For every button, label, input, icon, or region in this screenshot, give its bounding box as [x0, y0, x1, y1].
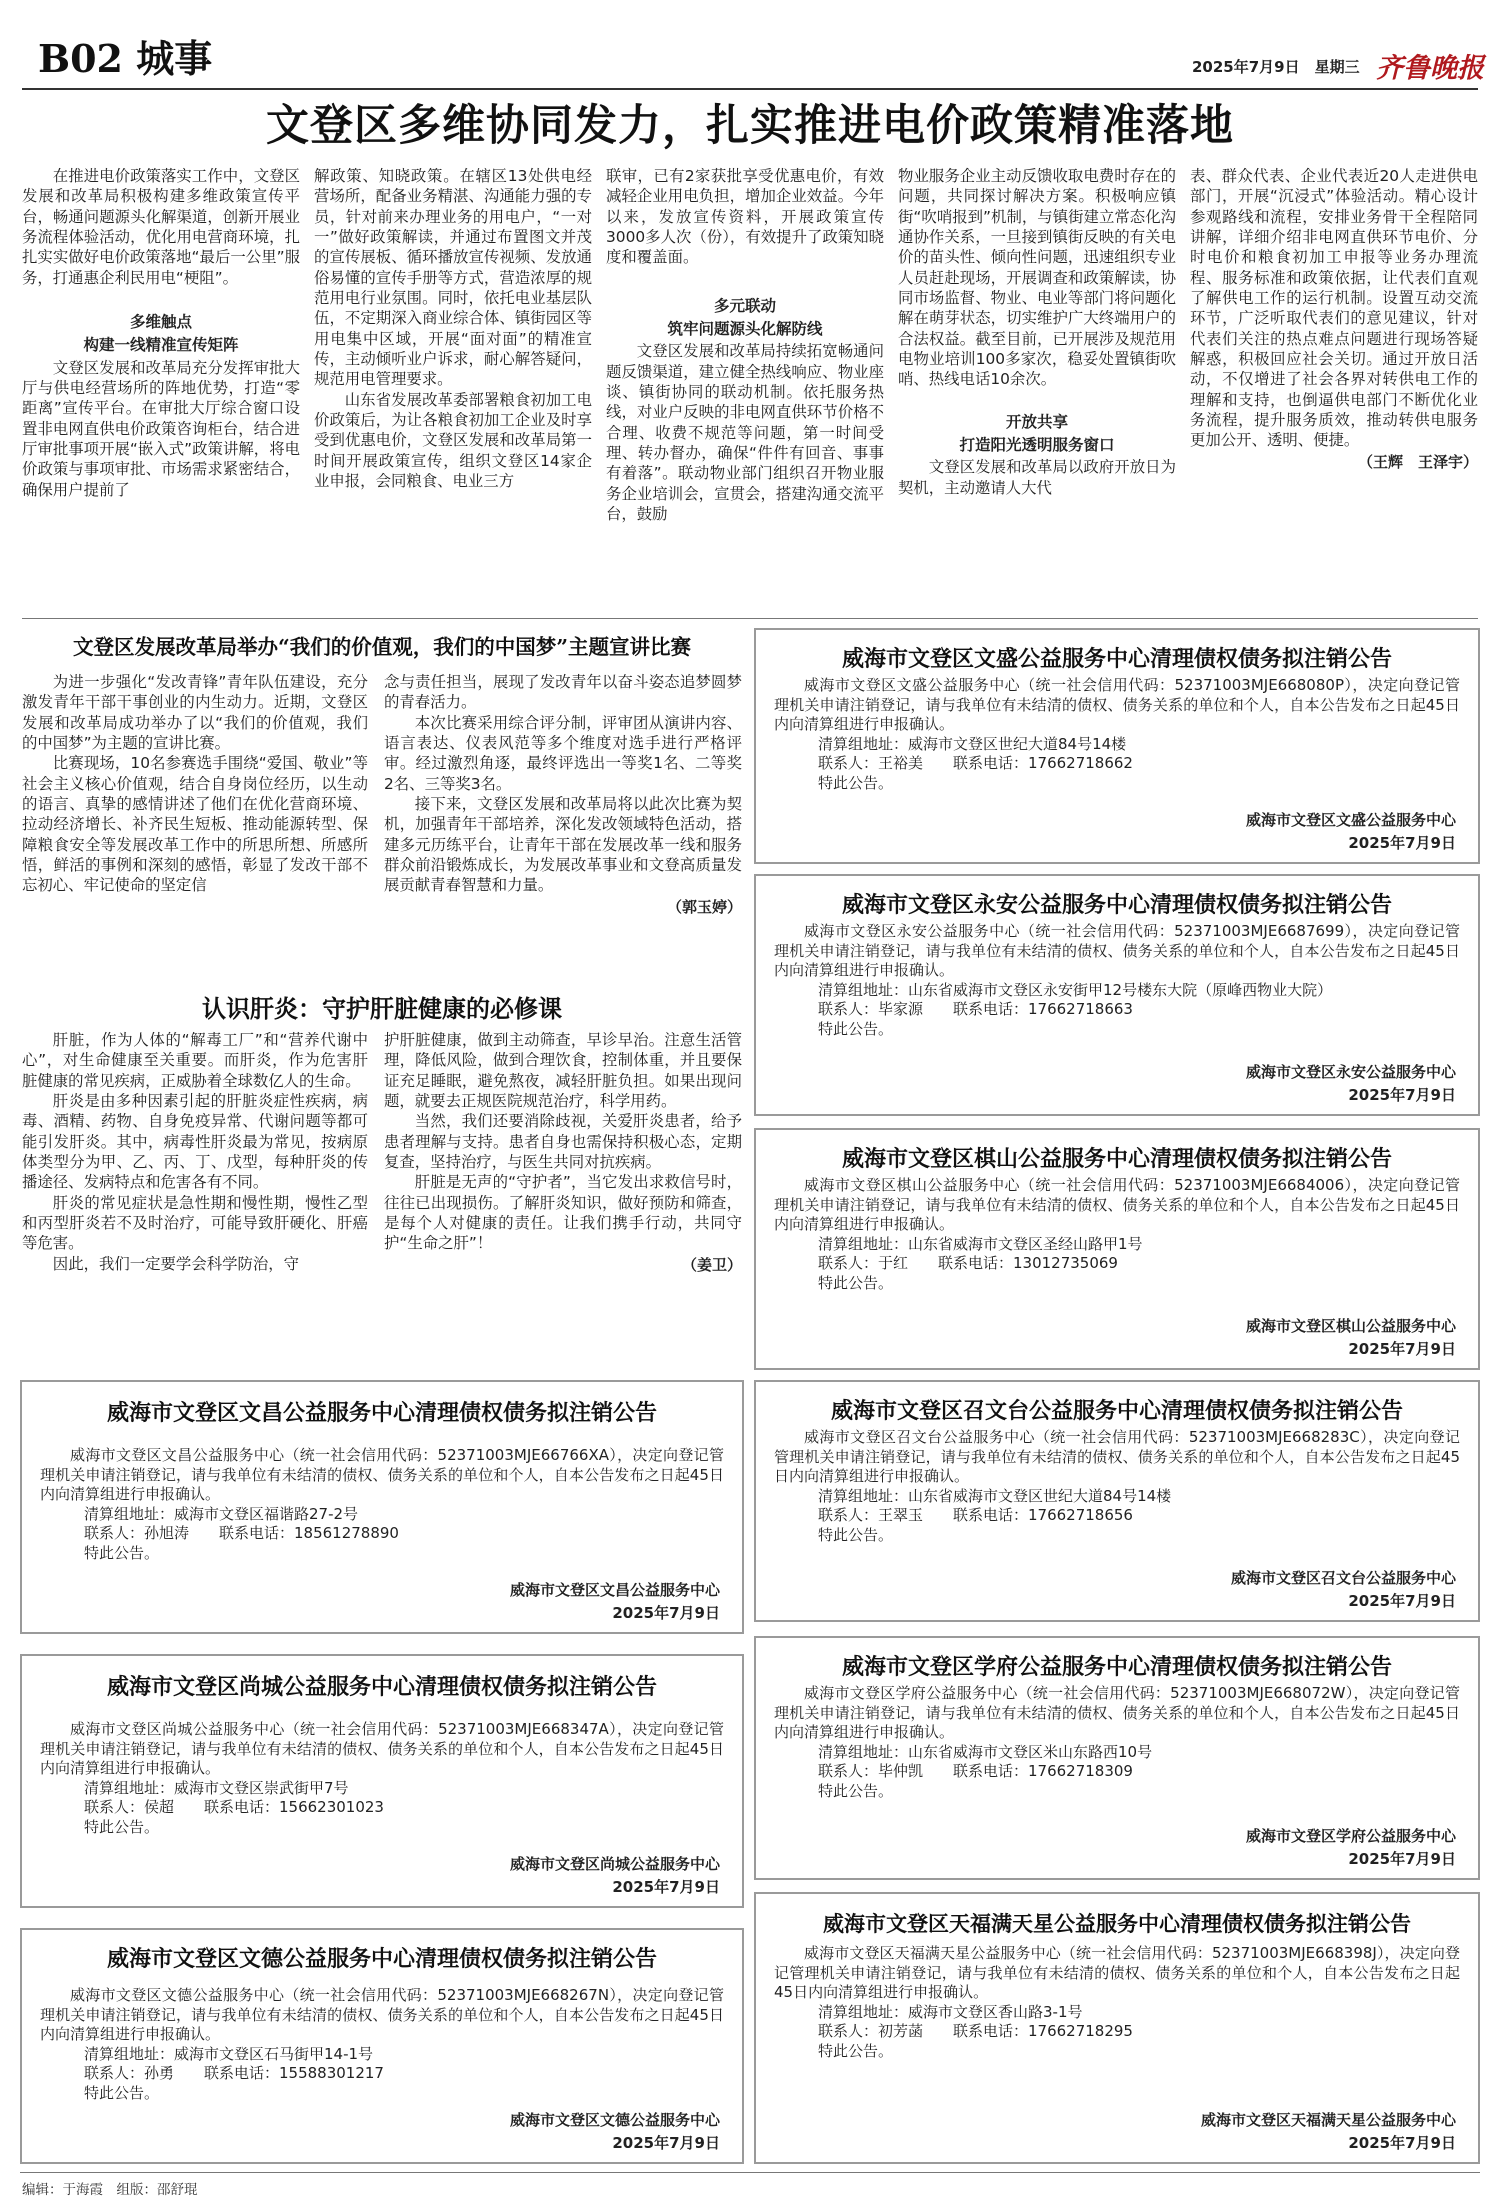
subhead-2b: 筑牢问题源头化解防线	[667, 319, 823, 338]
notice-address: 清算组地址：山东省威海市文登区世纪大道84号14楼	[818, 1486, 1172, 1505]
notice-date: 2025年7月9日	[612, 1877, 720, 1896]
story3-para1: 肝脏，作为人体的“解毒工厂”和“营养代谢中心”，对生命健康至关重要。而肝炎，作为危害肝脏健康的常见疾病，正威胁着全球数亿人的生命。	[22, 1031, 368, 1090]
notice-date: 2025年7月9日	[1348, 1339, 1456, 1358]
notice-org: 威海市文登区文德公益服务中心	[509, 2111, 720, 2129]
lead-col3-para1: 联审，已有2家获批享受优惠电价，有效减轻企业用电负担，增加企业效益。今年以来，发放宣传资料，开展政策宣传3000多人次（份），有效提升了政策知晓度和覆盖面。	[606, 167, 884, 267]
subhead-1b: 构建一线精准宣传矩阵	[83, 335, 239, 354]
notice-body	[774, 676, 1460, 793]
notice-contact: 联系人：侯超 联系电话：15662301023	[84, 1798, 384, 1816]
lead-col-3	[606, 166, 884, 524]
story3-col-b	[384, 1030, 742, 1275]
notice-closing: 特此公告。	[84, 1543, 160, 1562]
notice-closing: 特此公告。	[84, 2083, 160, 2102]
lead-col-2	[314, 166, 592, 491]
notice-body	[774, 922, 1460, 1039]
notice-text: 威海市文登区棋山公益服务中心（统一社会信用代码：52371003MJE6684006），决定向登记管理机关申请注销登记，请与我单位有未结清的债权、债务关系的单位和个人，自本公告发布之日起45日内向清算组进行申报确认。	[774, 1176, 1460, 1233]
notice-signature	[510, 1579, 720, 1624]
notice-address: 清算组地址：山东省威海市文登区圣经山路甲1号	[818, 1234, 1143, 1253]
lead-intro: 在推进电价政策落实工作中，文登区发展和改革局积极构建多维政策宣传平台，畅通问题源头化解渠道，创新开展业务流程体验活动，优化用电营商环境，扎扎实实做好电价政策落地“最后一公里”服务，打通惠企利民用电“梗阻”。	[22, 167, 300, 287]
footer-credits: 编辑：于海霞 组版：邵舒琨	[22, 2182, 198, 2198]
notice-closing: 特此公告。	[818, 1781, 894, 1800]
notice-signature	[510, 2109, 720, 2154]
story2-para1: 为进一步强化“发改青锋”青年队伍建设，充分激发青年干部干事创业的内生动力。近期，文登区发展和改革局成功举办了以“我们的价值观，我们的中国梦”为主题的宣讲比赛。	[22, 673, 368, 752]
notice-closing: 特此公告。	[818, 1273, 894, 1292]
notice-title: 威海市文登区尚城公益服务中心清理债权债务拟注销公告	[106, 1674, 657, 1700]
notice-contact: 联系人：于红 联系电话：13012735069	[818, 1254, 1118, 1272]
story3-byline: （姜卫）	[681, 1255, 742, 1274]
story3-para7: 肝脏是无声的“守护者”，当它发出求救信号时，往往已出现损伤。了解肝炎知识，做好预防和筛查，是每个人对健康的责任。让我们携手行动，共同守护“生命之肝”！	[384, 1173, 742, 1253]
lead-col1-para: 文登区发展和改革局充分发挥审批大厅与供电经营场所的阵地优势，打造“零距离”宣传平台。在审批大厅综合窗口设置非电网直供电价政策咨询柜台，结合进厅审批事项开展“嵌入式”政策讲解，将电价政策与事项审批、市场需求紧密结合，确保用户提前了	[22, 358, 300, 499]
lead-col2-para2: 山东省发展改革委部署粮食初加工电价政策后，为让各粮食初加工企业及时享受到优惠电价，文登区发展和改革局第一时间开展政策宣传，组织文登区14家企业申报，会同粮食、电业三方	[314, 390, 592, 490]
notice-date: 2025年7月9日	[1348, 2133, 1456, 2152]
story3-para4: 因此，我们一定要学会科学防治，守	[52, 1254, 300, 1273]
notice-org: 威海市文登区棋山公益服务中心	[1245, 1317, 1456, 1335]
notice-text: 威海市文登区永安公益服务中心（统一社会信用代码：52371003MJE6687699），决定向登记管理机关申请注销登记，请与我单位有未结清的债权、债务关系的单位和个人，自本公告发布之日起45日内向清算组进行申报确认。	[774, 922, 1460, 979]
notice-title: 威海市文登区文德公益服务中心清理债权债务拟注销公告	[106, 1946, 657, 1972]
notice-body	[40, 1986, 724, 2103]
story3-para3: 肝炎的常见症状是急性期和慢性期，慢性乙型和丙型肝炎若不及时治疗，可能导致肝硬化、肝癌等危害。	[22, 1193, 368, 1253]
story3-para2: 肝炎是由多种因素引起的肝脏炎症性疾病，病毒、酒精、药物、自身免疫异常、代谢问题等都可能引发肝炎。其中，病毒性肝炎最为常见，按病原体类型分为甲、乙、丙、丁、戊型，每种肝炎的传播途径、发病特点和危害各有不同。	[22, 1091, 368, 1192]
notice-text: 威海市文登区文昌公益服务中心（统一社会信用代码：52371003MJE66766XA），决定向登记管理机关申请注销登记，请与我单位有未结清的债权、债务关系的单位和个人，自本公告发布之日起45日内向清算组进行申报确认。	[40, 1446, 724, 1503]
notice-signature	[1246, 1315, 1456, 1360]
notice-body	[774, 1428, 1460, 1545]
weekday: 星期三	[1314, 58, 1360, 76]
notice-text: 威海市文登区召文台公益服务中心（统一社会信用代码：52371003MJE668283C），决定向登记管理机关申请注销登记，请与我单位有未结清的债权、债务关系的单位和个人，自本公告发布之日起45日内向清算组进行申报确认。	[774, 1428, 1460, 1485]
lead-col-5	[1190, 166, 1478, 472]
lead-byline: （王辉 王泽宇）	[1357, 452, 1478, 471]
story2-headline: 文登区发展改革局举办“我们的价值观，我们的中国梦”主题宣讲比赛	[72, 635, 692, 659]
notice-text: 威海市文登区文盛公益服务中心（统一社会信用代码：52371003MJE668080P），决定向登记管理机关申请注销登记，请与我单位有未结清的债权、债务关系的单位和个人，自本公告发布之日起45日内向清算组进行申报确认。	[774, 676, 1460, 733]
notice-title: 威海市文登区文昌公益服务中心清理债权债务拟注销公告	[106, 1400, 657, 1426]
story2-col-b	[384, 672, 742, 917]
notice-title: 威海市文登区文盛公益服务中心清理债权债务拟注销公告	[841, 646, 1392, 672]
lead-col2-para1: 解政策、知晓政策。在辖区13处供电经营场所，配备业务精湛、沟通能力强的专员，针对前来办理业务的用电户，“一对一”做好政策解读，并通过布置图文并茂的宣传展板、循环播放宣传视频、发放通俗易懂的宣传手册等方式，营造浓厚的规范用电行业氛围。同时，依托电业基层队伍，不定期深入商业综合体、镇街园区等用电集中区域，开展“面对面”的精准宣传，主动倾听业户诉求，耐心解答疑问，规范用电管理要求。	[314, 167, 592, 389]
section-label: B02 城事	[38, 36, 213, 81]
notice-signature	[1201, 2109, 1456, 2154]
subhead-1a: 多维触点	[129, 312, 192, 331]
notice-address: 清算组地址：威海市文登区福谐路27-2号	[84, 1504, 359, 1523]
notice-signature	[1246, 809, 1456, 854]
notice-qishan	[754, 1128, 1480, 1370]
notice-contact: 联系人：孙旭涛 联系电话：18561278890	[84, 1524, 399, 1542]
notice-org: 威海市文登区尚城公益服务中心	[509, 1855, 720, 1873]
notice-address: 清算组地址：威海市文登区崇武街甲7号	[84, 1778, 349, 1797]
story3-para6: 当然，我们还要消除歧视，关爱肝炎患者，给予患者理解与支持。患者自身也需保持积极心态，定期复查，坚持治疗，与医生共同对抗疾病。	[384, 1112, 742, 1171]
notice-text: 威海市文登区学府公益服务中心（统一社会信用代码：52371003MJE668072W），决定向登记管理机关申请注销登记，请与我单位有未结清的债权、债务关系的单位和个人，自本公告发布之日起45日内向清算组进行申报确认。	[774, 1684, 1460, 1741]
story2-para2: 比赛现场，10名参赛选手围绕“爱国、敬业”等社会主义核心价值观，结合自身岗位经历，以生动的语言、真挚的感情讲述了他们在优化营商环境、拉动经济增长、补齐民生短板、推动能源转型、保障粮食安全等发展改革工作中的所思所想、所感所悟，鲜活的事例和深刻的感悟，彰显了发改干部不忘初心、牢记使命的坚定信	[22, 754, 368, 895]
notice-title: 威海市文登区学府公益服务中心清理债权债务拟注销公告	[841, 1654, 1392, 1680]
brand-logo: 齐鲁晚报	[1376, 53, 1484, 84]
notice-closing: 特此公告。	[84, 1817, 160, 1836]
notice-date: 2025年7月9日	[1348, 1591, 1456, 1610]
notice-org: 威海市文登区天福满天星公益服务中心	[1200, 2111, 1456, 2129]
notice-org: 威海市文登区学府公益服务中心	[1245, 1827, 1456, 1845]
lead-col-1	[22, 166, 300, 500]
notice-body	[40, 1720, 724, 1837]
notice-address: 清算组地址：威海市文登区香山路3-1号	[818, 2002, 1083, 2021]
footer-rule	[20, 2172, 1480, 2173]
story2-para4: 本次比赛采用综合评分制，评审团从演讲内容、语言表达、仪表风范等多个维度对选手进行严格评审。经过激烈角逐，最终评选出一等奖1名、二等奖2名、三等奖3名。	[384, 713, 742, 793]
notice-closing: 特此公告。	[818, 1019, 894, 1038]
lead-headline: 文登区多维协同发力，扎实推进电价政策精准落地	[266, 101, 1234, 151]
lead-col4-para2: 文登区发展和改革局以政府开放日为契机，主动邀请人大代	[898, 458, 1176, 497]
notice-text: 威海市文登区文德公益服务中心（统一社会信用代码：52371003MJE668267N），决定向登记管理机关申请注销登记，请与我单位有未结清的债权、债务关系的单位和个人，自本公告发布之日起45日内向清算组进行申报确认。	[40, 1986, 724, 2043]
notice-contact: 联系人：王裕美 联系电话：17662718662	[818, 754, 1133, 772]
notice-body	[774, 1176, 1460, 1293]
subhead-3a: 开放共享	[1005, 412, 1068, 431]
subhead-2a: 多元联动	[713, 296, 776, 315]
notice-tianfu	[754, 1892, 1480, 2164]
notice-date: 2025年7月9日	[1348, 833, 1456, 852]
notice-text: 威海市文登区天福满天星公益服务中心（统一社会信用代码：52371003MJE668398J），决定向登记管理机关申请注销登记，请与我单位有未结清的债权、债务关系的单位和个人，自本公告发布之日起45日内向清算组进行申报确认。	[774, 1944, 1460, 2001]
subhead-3b: 打造阳光透明服务窗口	[959, 435, 1115, 454]
notice-xuefu	[754, 1636, 1480, 1880]
story3-col-a	[22, 1030, 368, 1274]
notice-closing: 特此公告。	[818, 1525, 894, 1544]
notice-title: 威海市文登区棋山公益服务中心清理债权债务拟注销公告	[841, 1146, 1392, 1172]
notice-org: 威海市文登区文昌公益服务中心	[509, 1581, 720, 1599]
notice-yongan	[754, 874, 1480, 1116]
notice-contact: 联系人：王翠玉 联系电话：17662718656	[818, 1506, 1133, 1524]
lead-col-4	[898, 166, 1176, 498]
notice-signature	[1231, 1567, 1456, 1612]
lead-col4-para1: 物业服务企业主动反馈收取电费时存在的问题，共同探讨解决方案。积极响应镇街“吹哨报到”机制，与镇街建立常态化沟通协作关系，一旦接到镇街反映的有关电价的苗头性、倾向性问题，迅速组织专业人员赶赴现场，开展调查和政策解读，协同市场监督、物业、电业等部门将问题化解在萌芽状态，切实维护广大终端用户的合法权益。截至目前，已开展涉及规范用电物业培训100多家次，稳妥处置镇街吹哨、热线电话10余次。	[898, 167, 1176, 389]
notice-body	[774, 1944, 1460, 2061]
notice-date: 2025年7月9日	[1348, 1085, 1456, 1104]
notice-org: 威海市文登区召文台公益服务中心	[1230, 1569, 1456, 1587]
notice-date: 2025年7月9日	[612, 1603, 720, 1622]
notice-address: 清算组地址：山东省威海市文登区米山东路西10号	[818, 1742, 1153, 1761]
lead-col3-para2: 文登区发展和改革局持续拓宽畅通问题反馈渠道，建立健全热线响应、物业座谈、镇街协同的联动机制。依托服务热线，对业户反映的非电网直供环节价格不合理、收费不规范等问题，第一时间受理、转办督办，确保“件件有回音、事事有着落”。联动物业部门组织召开物业服务企业培训会，宣贯会，搭建沟通交流平台，鼓励	[606, 342, 884, 524]
notice-contact: 联系人：初芳菡 联系电话：17662718295	[818, 2022, 1133, 2040]
notice-text: 威海市文登区尚城公益服务中心（统一社会信用代码：52371003MJE668347A），决定向登记管理机关申请注销登记，请与我单位有未结清的债权、债务关系的单位和个人，自本公告发布之日起45日内向清算组进行申报确认。	[40, 1720, 724, 1777]
notice-address: 清算组地址：威海市文登区石马街甲14-1号	[84, 2044, 374, 2063]
header-date	[1192, 56, 1360, 77]
notice-wenchang	[20, 1380, 744, 1634]
story2-para5: 接下来，文登区发展和改革局将以此次比赛为契机，加强青年干部培养，深化发改领域特色活动，搭建多元历练平台，让青年干部在发展改革一线和服务群众前沿锻炼成长，为发展改革事业和文登高质量发展贡献青春智慧和力量。	[384, 794, 742, 895]
notice-body	[774, 1684, 1460, 1801]
notice-contact: 联系人：毕仲凯 联系电话：17662718309	[818, 1762, 1133, 1780]
notice-shangcheng	[20, 1654, 744, 1908]
notice-address: 清算组地址：山东省威海市文登区永安街甲12号楼东大院（原峰西物业大院）	[818, 980, 1333, 999]
notice-wensheng	[754, 628, 1480, 864]
story2-para3: 念与责任担当，展现了发改青年以奋斗姿态追梦圆梦的青春活力。	[384, 673, 742, 712]
notice-title: 威海市文登区召文台公益服务中心清理债权债务拟注销公告	[830, 1398, 1403, 1424]
notice-date: 2025年7月9日	[612, 2133, 720, 2152]
notice-title: 威海市文登区永安公益服务中心清理债权债务拟注销公告	[841, 892, 1392, 918]
notice-address: 清算组地址：威海市文登区世纪大道84号14楼	[818, 734, 1127, 753]
notice-org: 威海市文登区文盛公益服务中心	[1245, 811, 1456, 829]
story2-col-a	[22, 672, 368, 896]
notice-zhaowentai	[754, 1380, 1480, 1622]
notice-org: 威海市文登区永安公益服务中心	[1245, 1063, 1456, 1081]
notice-signature	[1246, 1061, 1456, 1106]
notice-signature	[1246, 1825, 1456, 1870]
lead-bottom-rule	[22, 618, 1478, 619]
lead-col5-para1: 表、群众代表、企业代表近20人走进供电部门，开展“沉浸式”体验活动。精心设计参观路线和流程，安排业务骨干全程陪同讲解，详细介绍非电网直供环节电价、分时电价和粮食初加工申报等业务办理流程、服务标准和政策依据，让代表们直观了解供电工作的运行机制。设置互动交流环节，广泛听取代表们的意见建议，针对代表们关注的热点难点问题进行现场答疑解惑，积极回应社会关切。通过开放日活动，不仅增进了社会各界对转供电工作的理解和支持，也倒逼供电部门不断优化业务流程，提升服务质效，推动转供电服务更加公开、透明、便捷。	[1190, 167, 1478, 450]
notice-body	[40, 1446, 724, 1563]
story3-headline: 认识肝炎：守护肝脏健康的必修课	[202, 994, 562, 1023]
notice-wende	[20, 1928, 744, 2164]
notice-contact: 联系人：毕家源 联系电话：17662718663	[818, 1000, 1133, 1018]
notice-signature	[510, 1853, 720, 1898]
notice-contact: 联系人：孙勇 联系电话：15588301217	[84, 2064, 384, 2082]
story3-para5: 护肝脏健康，做到主动筛查，早诊早治。注意生活管理，降低风险，做到合理饮食，控制体重，并且要保证充足睡眠，避免熬夜，减轻肝脏负担。如果出现问题，就要去正规医院规范治疗，科学用药。	[384, 1031, 742, 1110]
issue-date: 2025年7月9日	[1192, 58, 1300, 76]
notice-closing: 特此公告。	[818, 773, 894, 792]
story2-byline: （郭玉婷）	[666, 897, 742, 916]
notice-closing: 特此公告。	[818, 2041, 894, 2060]
header-rule	[22, 88, 1478, 90]
notice-title: 威海市文登区天福满天星公益服务中心清理债权债务拟注销公告	[823, 1911, 1411, 1936]
notice-date: 2025年7月9日	[1348, 1849, 1456, 1868]
